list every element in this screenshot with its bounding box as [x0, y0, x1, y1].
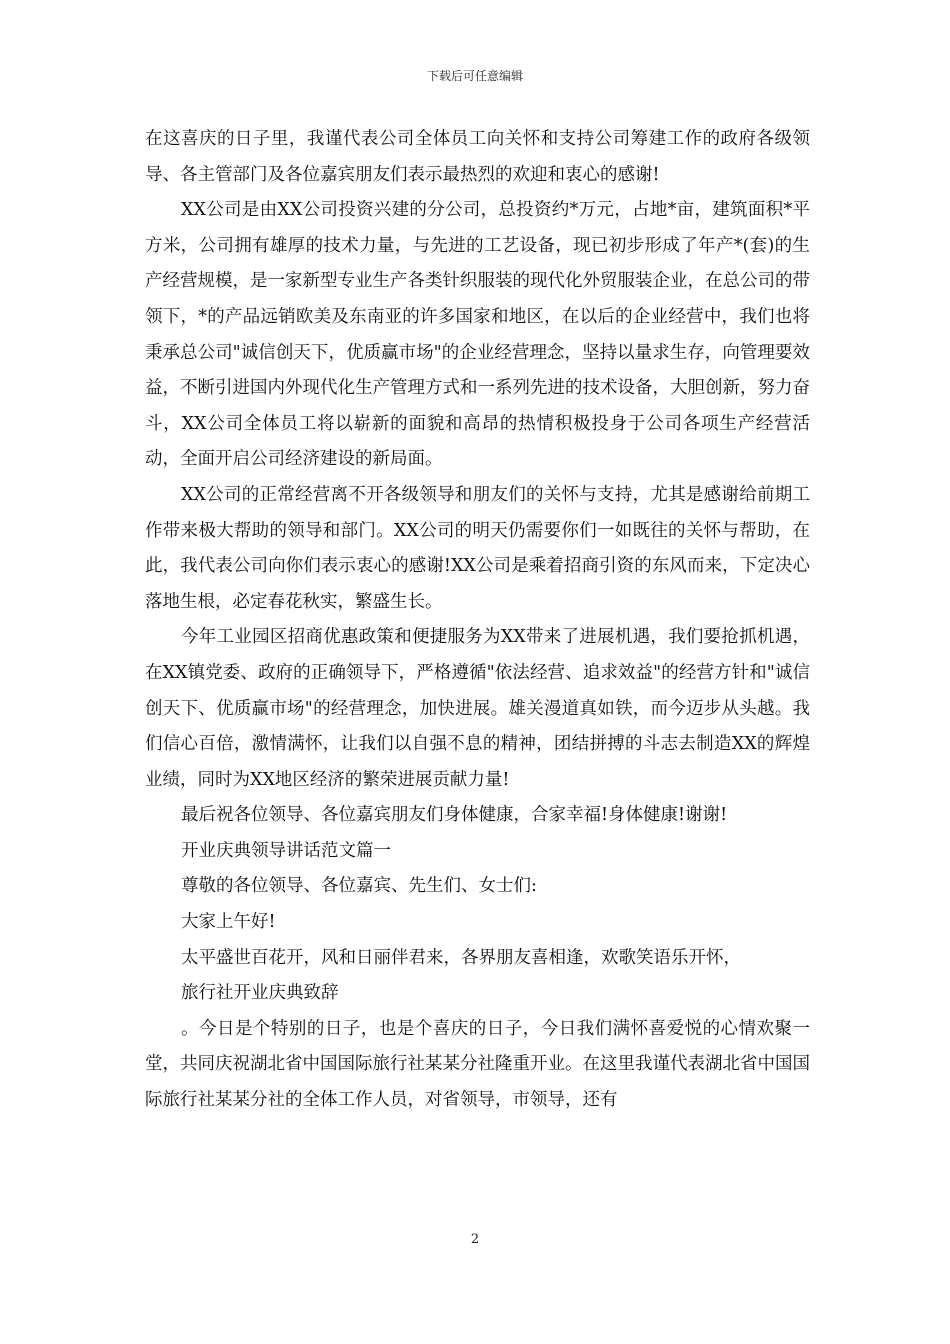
page-header: 下载后可任意编辑	[426, 69, 523, 83]
section-heading: 开业庆典领导讲话范文篇一	[181, 840, 391, 861]
paragraph-9: 太平盛世百花开，风和日丽伴君来，各界朋友喜相逢，欢歌笑语乐开怀，	[181, 947, 741, 968]
subheading: 旅行社开业庆典致辞	[181, 983, 339, 1004]
paragraph-2: XX公司是由XX公司投资兴建的分公司，总投资约*万元，占地*亩，建筑面积*平方米，公司拥有雄厚的技术力量，与先进的工艺设备，现已初步形成了年产*(套)的生产经营规模，是一家新型专业生产各类针织服装的现代化外贸服装企业，在总公司的带领下，*的产品远销欧美及东南亚的许多国家和地区，在以后的企业经营中，我们也将秉承总公司"诚信创天下，优质赢市场"的企业经营理念，坚持以量求生存，向管理要效益，不断引进国内外现代化生产管理方式和一系列先进的技术设备，大胆创新，努力奋斗，XX公司全体员工将以崭新的面貌和高昂的热情积极投身于公司各项生产经营活动，全面开启公司经济建设的新局面。	[145, 200, 810, 470]
page-number: 2	[470, 1232, 480, 1247]
paragraph-4: 今年工业园区招商优惠政策和便捷服务为XX带来了进展机遇，我们要抢抓机遇，在XX镇党委、政府的正确领导下，严格遵循"依法经营、追求效益"的经营方针和"诚信创天下、优质赢市场"的经营理念，加快进展。雄关漫道真如铁，而今迈步从头越。我们信心百倍，激情满怀，让我们以自强不息的精神，团结拼搏的斗志去制造XX的辉煌业绩，同时为XX地区经济的繁荣进展贡献力量!	[145, 627, 810, 790]
paragraph-3: XX公司的正常经营离不开各级领导和朋友们的关怀与支持，尤其是感谢给前期工作带来极大帮助的领导和部门。XX公司的明天仍需要你们一如既往的关怀与帮助，在此，我代表公司向你们表示衷心的感谢!XX公司是乘着招商引资的东风而来，下定决心落地生根，必定春花秋实，繁盛生长。	[145, 484, 810, 612]
paragraph-5: 最后祝各位领导、各位嘉宾朋友们身体健康，合家幸福!身体健康!谢谢!	[181, 805, 728, 826]
salutation: 尊敬的各位领导、各位嘉宾、先生们、女士们:	[181, 876, 537, 897]
paragraph-11: 。今日是个特别的日子，也是个喜庆的日子，今日我们满怀喜爱悦的心情欢聚一堂，共同庆祝湖北省中国国际旅行社某某分社隆重开业。在这里我谨代表湖北省中国国际旅行社某某分社的全体工作人员，对省领导，市领导，还有	[145, 1018, 810, 1111]
paragraph-1: 在这喜庆的日子里，我谨代表公司全体员工向关怀和支持公司筹建工作的政府各级领导、各主管部门及各位嘉宾朋友们表示最热烈的欢迎和衷心的感谢!	[145, 129, 810, 185]
greeting: 大家上午好!	[181, 912, 276, 933]
document-body	[145, 122, 810, 1119]
